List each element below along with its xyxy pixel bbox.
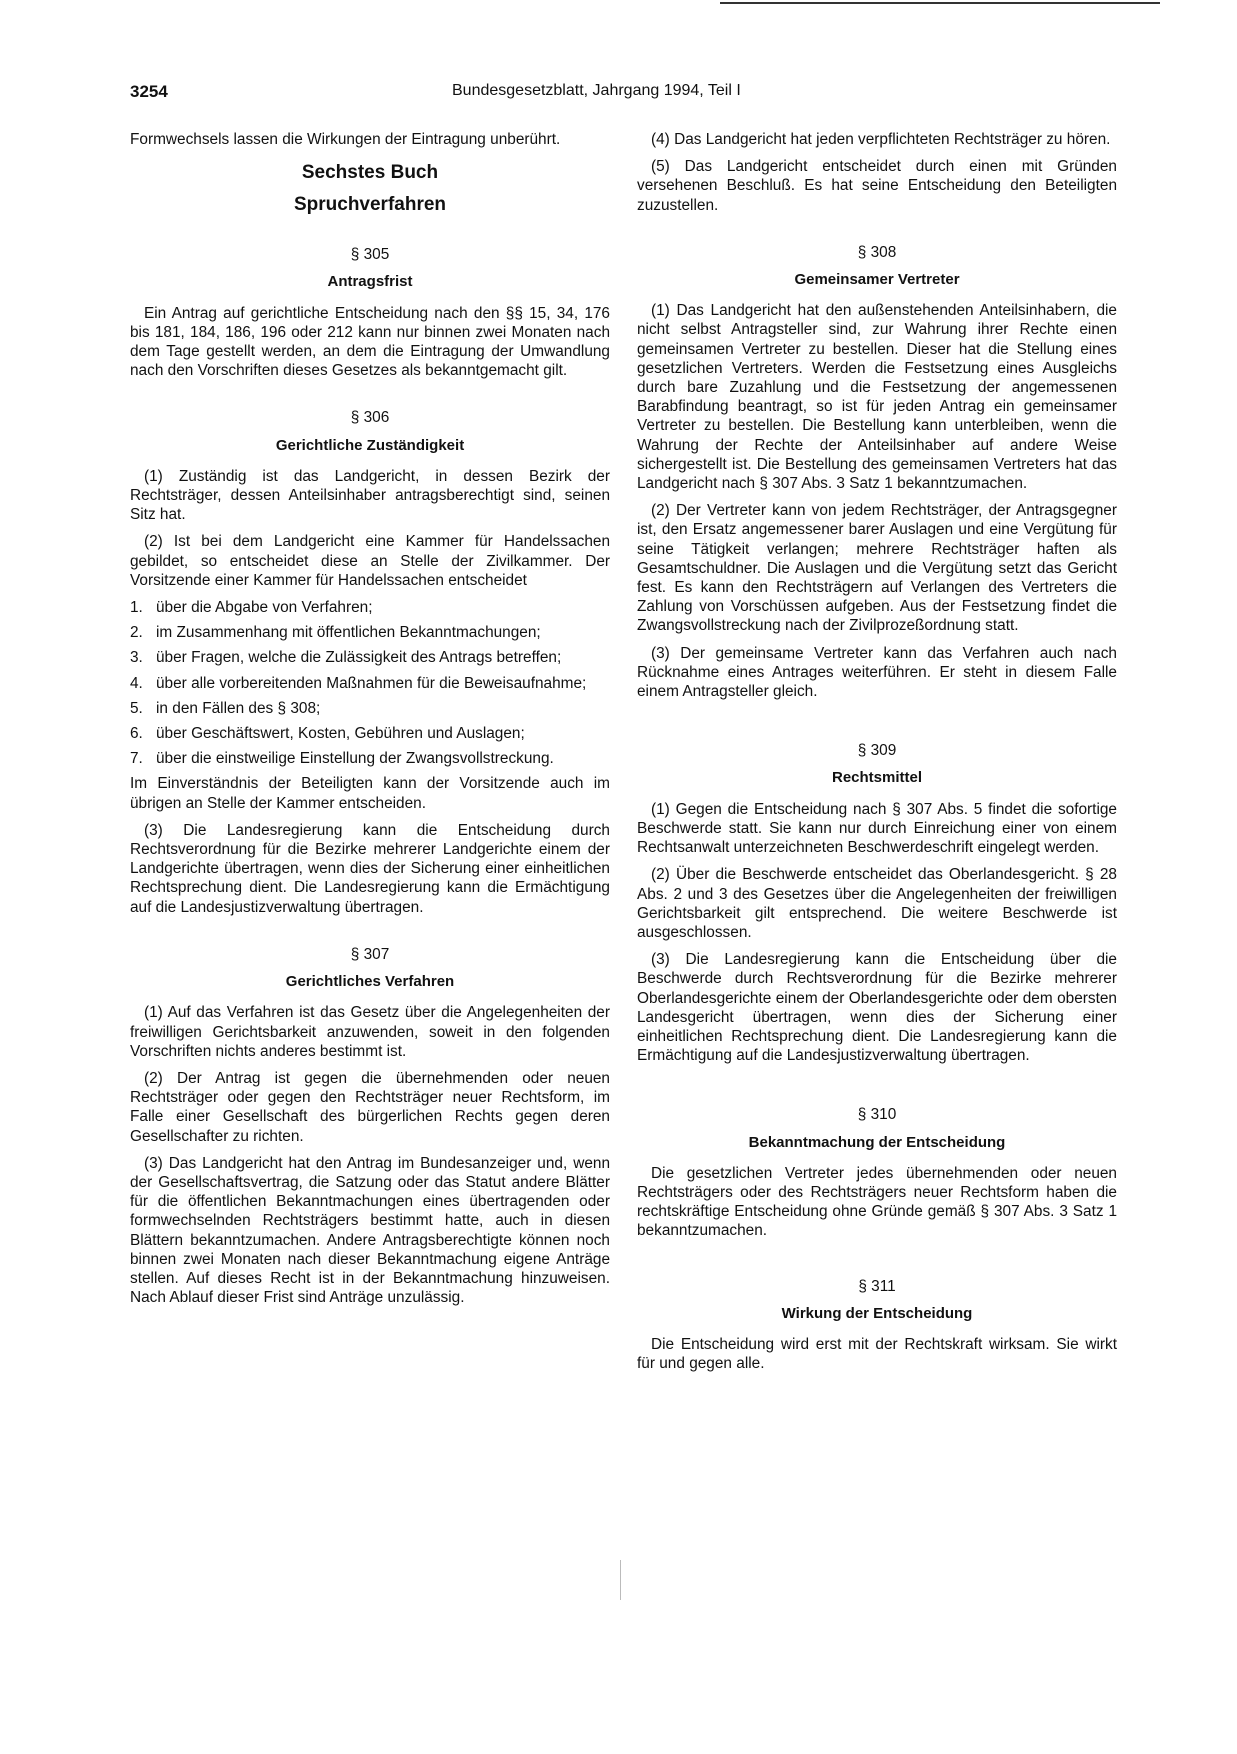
section-paragraph: (1) Zuständig ist das Landgericht, in dessen Bezirk der Rechtsträger, dessen Anteilsinhaber antragsberechtigt sind, seinen Sitz hat.: [130, 467, 610, 524]
book-subtitle: Spruchverfahren: [293, 194, 447, 216]
right-column: [637, 130, 1117, 1381]
section-paragraph: Ein Antrag auf gerichtliche Entscheidung nach den §§ 15, 34, 176 bis 181, 184, 186, 196 oder 212 kann nur binnen zwei Monaten nach dem Tage gestellt werden, an dem die Eintragung der Umwandlung nach den Vorschriften dieses Gesetzes als bekanntgemacht gilt.: [130, 304, 610, 380]
section-paragraph: (2) Ist bei dem Landgericht eine Kammer für Handelssachen gebildet, so entscheidet diese an Stelle der Zivilkammer. Der Vorsitzende einer Kammer für Handelssachen entscheidet: [130, 533, 610, 589]
column-divider: [620, 1560, 621, 1600]
list-text: über Geschäftswert, Kosten, Gebühren und Auslagen;: [156, 725, 525, 743]
top-rule: [720, 2, 1160, 4]
list-item: [130, 724, 610, 743]
section-paragraph: (1) Auf das Verfahren ist das Gesetz über die Angelegenheiten der freiwilligen Gerichtsbarkeit anzuwenden, soweit in den folgenden Vorschriften nichts anderes bestimmt ist.: [130, 1004, 610, 1060]
section-paragraph: Im Einverständnis der Beteiligten kann der Vorsitzende auch im übrigen an Stelle der Kammer entscheiden.: [130, 775, 610, 812]
section-title: Rechtsmittel: [831, 769, 923, 787]
list-text: in den Fällen des § 308;: [156, 699, 321, 717]
section-title: Gerichtliche Zuständigkeit: [275, 436, 465, 454]
section-title: Gemeinsamer Vertreter: [794, 271, 960, 289]
section-number: § 309: [857, 742, 897, 760]
list-item: [130, 749, 610, 768]
list-number: 5.: [130, 699, 143, 717]
list-number: 4.: [130, 674, 143, 692]
section-number: § 308: [857, 243, 897, 261]
list-item: [130, 699, 610, 718]
section-paragraph: (2) Über die Beschwerde entscheidet das Oberlandesgericht. § 28 Abs. 2 und 3 des Gesetzes über die Angelegenheiten der freiwilligen Gerichtsbarkeit gilt entsprechend. Die weitere Beschwerde ist ausgeschlossen.: [637, 866, 1117, 941]
section-title: Wirkung der Entscheidung: [781, 1304, 973, 1322]
list-number: 3.: [130, 649, 143, 667]
section-title: Antragsfrist: [327, 273, 413, 291]
section-paragraph: (3) Der gemeinsame Vertreter kann das Verfahren auch nach Rücknahme eines Antrages weiterführen. Er steht in diesem Falle einem Antragsteller gleich.: [637, 644, 1117, 701]
page-number: 3254: [130, 82, 168, 101]
gazette-title: Bundesgesetzblatt, Jahrgang 1994, Teil I: [452, 82, 741, 99]
list-text: im Zusammenhang mit öffentlichen Bekanntmachungen;: [156, 624, 541, 642]
section-paragraph: (1) Das Landgericht hat den außenstehenden Anteilsinhabern, die nicht selbst Antragsteller sind, zur Wahrung ihrer Rechte einen gemeinsamen Vertreter zu bestellen. Dieser hat die Stellung eines gesetzlichen Vertreters. Werden die Festsetzung eines Ausgleichs durch bare Zuzahlung und die Festsetzung der angemessenen Barabfindung beantragt, so ist für jeden Antrag ein gemeinsamer Vertreter zu bestellen. Die Bestellung kann unterbleiben, wenn die Wahrung der Rechte der Anteilsinhaber auf andere Weise sichergestellt ist. Die Bestellung des gemeinsamen Vertreters hat das Landgericht nach § 307 Abs. 3 Satz 1 bekanntzumachen.: [637, 302, 1117, 493]
page-header: [130, 82, 1107, 102]
section-number: § 306: [350, 409, 390, 427]
section-paragraph: (5) Das Landgericht entscheidet durch einen mit Gründen versehenen Beschluß. Es hat seine Entscheidung den Beteiligten zuzustellen.: [637, 158, 1117, 214]
book-title: Sechstes Buch: [301, 162, 439, 184]
section-paragraph: (2) Der Antrag ist gegen die übernehmenden oder neuen Rechtsträger oder gegen den Rechtsträger neuer Rechtsform, im Falle einer Gesellschaft des bürgerlichen Rechts gegen deren Gesellschafter zu richten.: [130, 1069, 610, 1145]
section-number: § 311: [858, 1277, 896, 1295]
list-number: 7.: [130, 750, 143, 768]
section-paragraph: (2) Der Vertreter kann von jedem Rechtsträger, der Antragsgegner ist, den Ersatz angemessener barer Auslagen und eine Vergütung für seine Tätigkeit verlangen; mehrere Rechtsträger haften als Gesamtschuldner. Die Auslagen und die Vergütung setzt das Gericht fest. Es kann den Rechtsträgern auf Verlangen des Vertreters die Zahlung von Vorschüssen aufgeben. Aus der Festsetzung findet die Zwangsvollstreckung nach der Zivilprozeßordnung statt.: [637, 502, 1117, 635]
list-number: 6.: [130, 725, 143, 743]
section-paragraph: (3) Die Landesregierung kann die Entscheidung über die Beschwerde durch Rechtsverordnung für die Bezirke mehrerer Oberlandesgerichte einem der Oberlandesgerichte oder dem obersten Landesgericht übertragen, wenn dies der Sicherung einer einheitlichen Rechtsprechung dient. Die Landesregierung kann die Ermächtigung auf die Landesjustizverwaltung übertragen.: [637, 951, 1117, 1065]
section-number: § 310: [857, 1106, 897, 1124]
list-text: über die Abgabe von Verfahren;: [156, 599, 373, 617]
section-title: Bekanntmachung der Entscheidung: [748, 1133, 1006, 1151]
list-text: über die einstweilige Einstellung der Zwangsvollstreckung.: [156, 750, 554, 768]
section-number: § 307: [350, 945, 390, 963]
list-item: [130, 623, 610, 642]
section-number: § 305: [350, 246, 390, 264]
section-paragraph: (3) Das Landgericht hat den Antrag im Bundesanzeiger und, wenn der Gesellschaftsvertrag, die Satzung oder das Statut andere Blätter für die öffentlichen Bekanntmachungen eines übertragenden oder formwechselnden Rechtsträgers bestimmt hatte, auch in diesen Blättern bekanntzumachen. Andere Antragsberechtigte können noch binnen zwei Monaten nach dieser Bekanntmachung eigene Anträge stellen. Auf dieses Recht ist in der Bekanntmachung hinzuweisen. Nach Ablauf dieser Frist sind Anträge unzulässig.: [130, 1154, 610, 1307]
section-paragraph: Die gesetzlichen Vertreter jedes übernehmenden oder neuen Rechtsträgers oder des Rechtsträgers neuer Rechtsform haben die rechtskräftige Entscheidung ohne Gründe gemäß § 307 Abs. 3 Satz 1 bekanntzumachen.: [637, 1164, 1117, 1240]
left-column: [130, 130, 610, 1315]
list-item: [130, 648, 610, 667]
list-number: 1.: [130, 599, 143, 617]
list-item: [130, 598, 610, 617]
section-paragraph: Die Entscheidung wird erst mit der Rechtskraft wirksam. Sie wirkt für und gegen alle.: [637, 1335, 1117, 1373]
section-title: Gerichtliches Verfahren: [285, 973, 455, 991]
list-text: über alle vorbereitenden Maßnahmen für die Beweisaufnahme;: [156, 674, 587, 692]
intro-text: Formwechsels lassen die Wirkungen der Eintragung unberührt.: [130, 131, 561, 148]
section-paragraph: (1) Gegen die Entscheidung nach § 307 Abs. 5 findet die sofortige Beschwerde statt. Sie kann nur durch Einreichung einer von einem Rechtsanwalt unterzeichneten Beschwerdeschrift eingelegt werden.: [637, 800, 1117, 857]
section-paragraph: (4) Das Landgericht hat jeden verpflichteten Rechtsträger zu hören.: [651, 131, 1111, 148]
list-item: [130, 674, 610, 693]
list-number: 2.: [130, 624, 143, 642]
section-paragraph: (3) Die Landesregierung kann die Entscheidung durch Rechtsverordnung für die Bezirke mehrerer Landgerichte einem der Landgerichte übertragen, wenn dies der Sicherung einer einheitlichen Rechtsprechung dient. Die Landesregierung kann die Ermächtigung auf die Landesjustizverwaltung übertragen.: [130, 821, 610, 916]
list-text: über Fragen, welche die Zulässigkeit des Antrags betreffen;: [156, 649, 562, 667]
